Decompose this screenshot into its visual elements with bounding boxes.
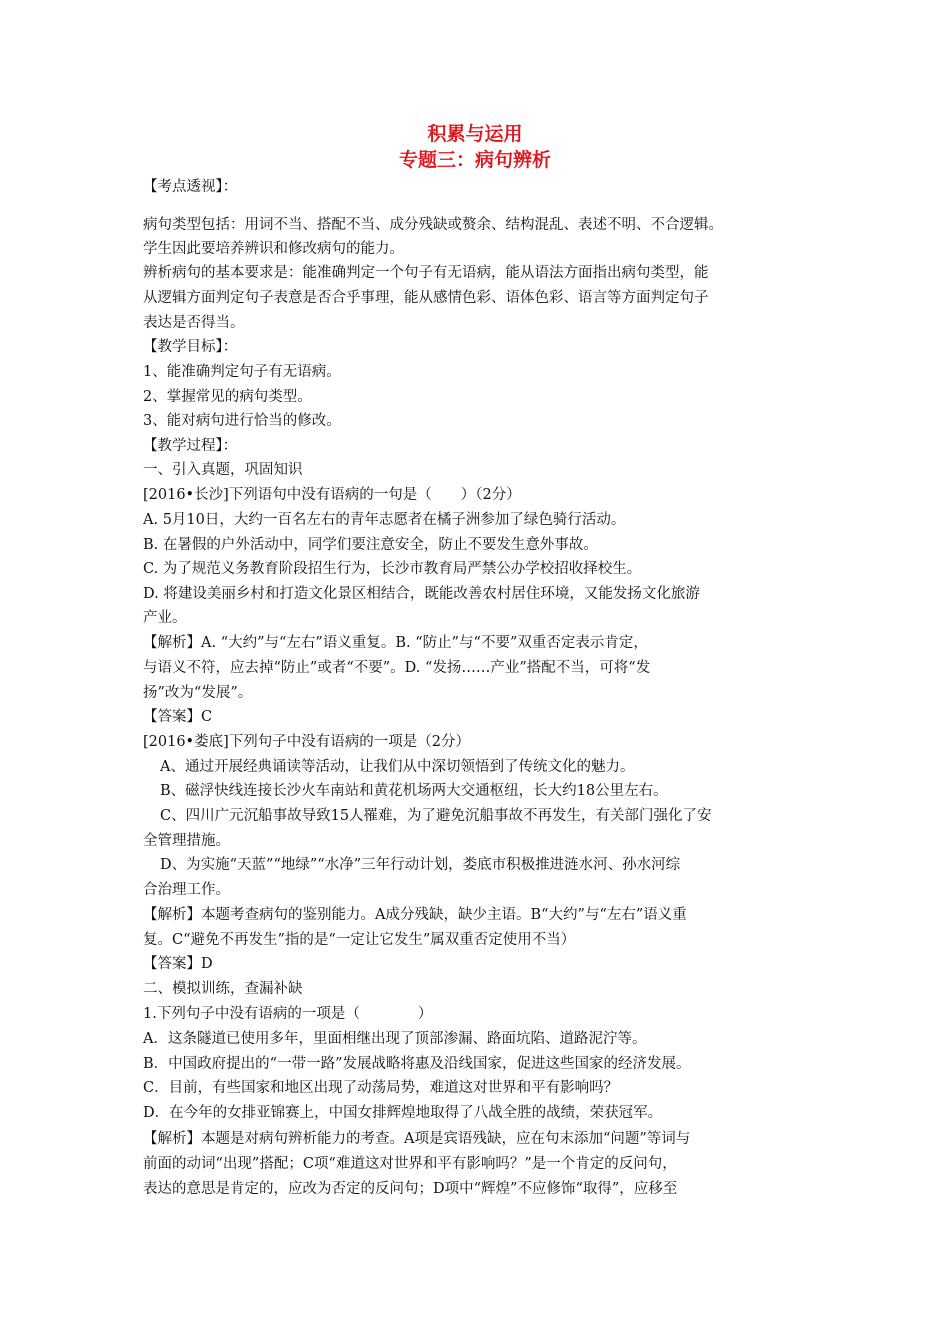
text-line: 一、引入真题，巩固知识 [143,462,303,478]
text-line: 【解析】本题考查病句的鉴别能力。A成分残缺，缺少主语。B“大约”与“左右”语义重 [143,907,687,923]
text-line: [2016•长沙]下列语句中没有语病的一句是（ ）（2分） [143,487,521,503]
text-line: C、四川广元沉船事故导致15人罹难，为了避免沉船事故不再发生，有关部门强化了安 [160,808,712,824]
text-line: B．中国政府提出的“一带一路”发展战略将惠及沿线国家，促进这些国家的经济发展。 [143,1056,691,1072]
text-line: 前面的动词“出现”搭配；C项“难道这对世界和平有影响吗？”是一个肯定的反问句， [143,1156,677,1172]
text-line: C. 为了规范义务教育阶段招生行为，长沙市教育局严禁公办学校招收择校生。 [143,561,642,577]
text-line: 【解析】A. “大约”与“左右”语义重复。B. “防止”与“不要”双重否定表示肯定， [143,635,648,651]
text-line: 【解析】本题是对病句辨析能力的考查。A项是宾语残缺，应在句末添加“问题”等词与 [143,1131,691,1147]
text-line: 2、掌握常见的病句类型。 [143,389,312,405]
page-subtitle: 专题三：病句辨析 [398,149,551,171]
text-line: 【答案】D [143,956,213,972]
text-line: 1.下列句子中没有语病的一项是（ ） [143,1006,433,1022]
text-line: 1、能准确判定句子有无语病。 [143,364,341,380]
text-line: 全管理措施。 [143,833,230,849]
text-line: 学生因此要培养辨识和修改病句的能力。 [143,241,404,257]
text-line: D．在今年的女排亚锦赛上，中国女排辉煌地取得了八战全胜的战绩，荣获冠军。 [143,1105,663,1121]
text-line: [2016•娄底]下列句子中没有语病的一项是（2分） [143,734,470,750]
text-line: B. 在暑假的户外活动中，同学们要注意安全，防止不要发生意外事故。 [143,537,598,553]
text-line: A．这条隧道已使用多年，里面相继出现了顶部渗漏、路面坑陷、道路泥泞等。 [143,1031,647,1047]
text-line: B、磁浮快线连接长沙火车南站和黄花机场两大交通枢纽，长大约18公里左右。 [160,783,668,799]
text-line: 产业。 [143,610,187,626]
page-title: 积累与运用 [427,123,523,145]
text-line: 合治理工作。 [143,882,230,898]
text-line: 【答案】C [143,709,213,725]
text-line: 3、能对病句进行恰当的修改。 [143,413,341,429]
text-line: A、通过开展经典诵读等活动，让我们从中深切领悟到了传统文化的魅力。 [160,759,635,775]
text-line: 扬”改为“发展”。 [143,685,253,701]
text-line: 表达是否得当。 [143,315,245,331]
text-line: 辨析病句的基本要求是：能准确判定一个句子有无语病，能从语法方面指出病句类型，能 [143,265,709,281]
text-line: 表达的意思是肯定的，应改为否定的反问句；D项中“辉煌”不应修饰“取得”，应移至 [143,1181,678,1197]
text-line: 二、模拟训练，查漏补缺 [143,981,303,997]
text-line: D. 将建设美丽乡村和打造文化景区相结合，既能改善农村居住环境，又能发扬文化旅游 [143,586,700,602]
text-line: 从逻辑方面判定句子表意是否合乎事理，能从感情色彩、语体色彩、语言等方面判定句子 [143,290,709,306]
text-line: 【考点透视】： [143,179,238,195]
text-line: 与语义不符，应去掉“防止”或者“不要”。D. “发扬……产业”搭配不当，可将“发 [143,660,651,676]
text-line: 【教学过程】： [143,438,238,454]
text-line: C．目前，有些国家和地区出现了动荡局势，难道这对世界和平有影响吗？ [143,1080,619,1096]
text-line: A. 5月10日，大约一百名左右的青年志愿者在橘子洲参加了绿色骑行活动。 [143,512,626,528]
text-line: D、为实施“天蓝”“地绿”“水净”三年行动计划，娄底市积极推进涟水河、孙水河综 [160,857,681,873]
text-line: 病句类型包括：用词不当、搭配不当、成分残缺或赘余、结构混乱、表述不明、不合逻辑。 [143,217,723,233]
text-line: 复。C“避免不再发生”指的是“一定让它发生”属双重否定使用不当） [143,932,576,948]
text-line: 【教学目标】： [143,339,238,355]
